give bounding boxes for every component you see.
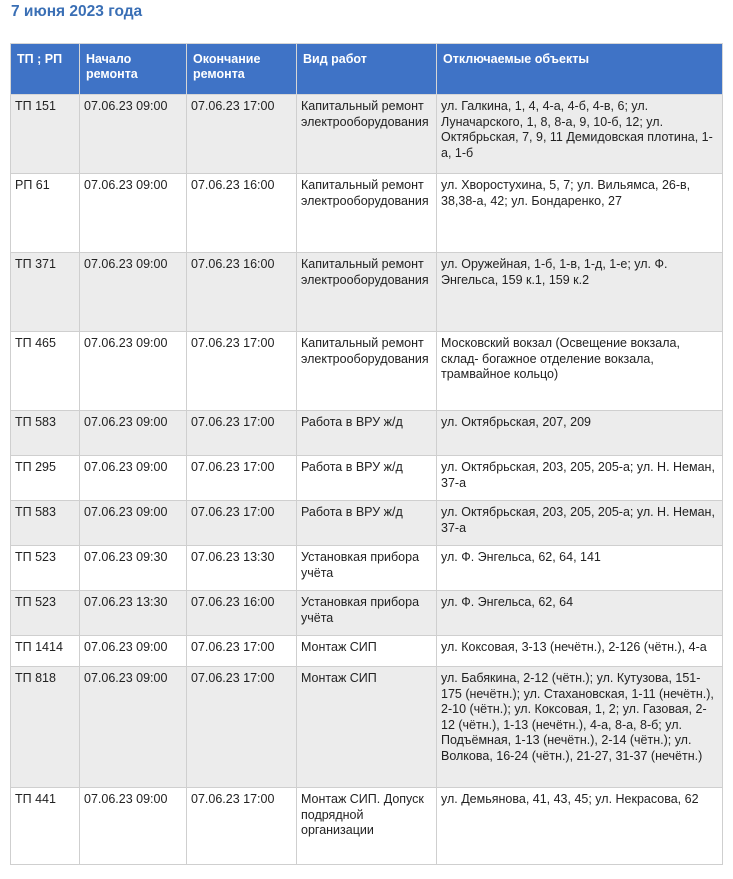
table-row (11, 501, 723, 546)
cell-end: 07.06.23 17:00 (187, 667, 297, 788)
table-row (11, 456, 723, 501)
cell-start: 07.06.23 09:00 (80, 411, 187, 456)
cell-end: 07.06.23 16:00 (187, 591, 297, 636)
cell-start: 07.06.23 09:00 (80, 95, 187, 174)
cell-tp: ТП 818 (11, 667, 80, 788)
cell-tp: ТП 583 (11, 501, 80, 546)
cell-tp: ТП 1414 (11, 636, 80, 667)
cell-tp: ТП 523 (11, 591, 80, 636)
table-row (11, 253, 723, 332)
cell-tp: ТП 523 (11, 546, 80, 591)
header-end: Окончание ремонта (187, 44, 297, 95)
table-header-row (11, 44, 723, 95)
cell-work: Монтаж СИП (297, 667, 437, 788)
page-title: 7 июня 2023 года (11, 3, 143, 20)
cell-start: 07.06.23 09:00 (80, 174, 187, 253)
cell-tp: ТП 441 (11, 788, 80, 865)
cell-objects: ул. Ф. Энгельса, 62, 64, 141 (437, 546, 723, 591)
cell-objects: ул. Хворостухина, 5, 7; ул. Вильямса, 26-в, 38,38-а, 42; ул. Бондаренко, 27 (437, 174, 723, 253)
cell-end: 07.06.23 17:00 (187, 456, 297, 501)
cell-tp: РП 61 (11, 174, 80, 253)
cell-end: 07.06.23 16:00 (187, 174, 297, 253)
header-objects: Отключаемые объекты (437, 44, 723, 95)
table-row (11, 174, 723, 253)
cell-work: Капитальный ремонт электрооборудования (297, 253, 437, 332)
table-row (11, 636, 723, 667)
cell-objects: Московский вокзал (Освещение вокзала, склад- богажное отделение вокзала, трамвайное кольцо) (437, 332, 723, 411)
table-row (11, 411, 723, 456)
cell-objects: ул. Демьянова, 41, 43, 45; ул. Некрасова, 62 (437, 788, 723, 865)
header-work: Вид работ (297, 44, 437, 95)
cell-end: 07.06.23 17:00 (187, 332, 297, 411)
cell-end: 07.06.23 13:30 (187, 546, 297, 591)
cell-objects: ул. Оружейная, 1-б, 1-в, 1-д, 1-е; ул. Ф. Энгельса, 159 к.1, 159 к.2 (437, 253, 723, 332)
cell-end: 07.06.23 17:00 (187, 788, 297, 865)
cell-end: 07.06.23 17:00 (187, 636, 297, 667)
cell-start: 07.06.23 13:30 (80, 591, 187, 636)
cell-work: Монтаж СИП (297, 636, 437, 667)
table-row (11, 667, 723, 788)
cell-work: Работа в ВРУ ж/д (297, 501, 437, 546)
cell-work: Установкая прибора учёта (297, 591, 437, 636)
cell-objects: ул. Ф. Энгельса, 62, 64 (437, 591, 723, 636)
outage-schedule-table (10, 43, 723, 865)
cell-start: 07.06.23 09:30 (80, 546, 187, 591)
cell-end: 07.06.23 16:00 (187, 253, 297, 332)
cell-start: 07.06.23 09:00 (80, 253, 187, 332)
table-row (11, 332, 723, 411)
cell-start: 07.06.23 09:00 (80, 456, 187, 501)
cell-work: Капитальный ремонт электрооборудования (297, 95, 437, 174)
table-row (11, 546, 723, 591)
cell-work: Работа в ВРУ ж/д (297, 456, 437, 501)
cell-objects: ул. Галкина, 1, 4, 4-а, 4-б, 4-в, 6; ул. Луначарского, 1, 8, 8-а, 9, 10-б, 12; ул. Октябрьская, 7, 9, 11 Демидовская плотина, 1-а, 1-б (437, 95, 723, 174)
cell-work: Капитальный ремонт электрооборудования (297, 332, 437, 411)
cell-start: 07.06.23 09:00 (80, 636, 187, 667)
cell-tp: ТП 465 (11, 332, 80, 411)
cell-end: 07.06.23 17:00 (187, 95, 297, 174)
cell-objects: ул. Бабякина, 2-12 (чётн.); ул. Кутузова, 151-175 (нечётн.); ул. Стахановская, 1-11 (нечётн.), 2-10 (чётн.); ул. Коксовая, 1, 2; ул. Газовая, 2-12 (чётн.), 1-13 (нечётн.), 4-а, 8-а, 8-б; ул. Подъёмная, 1-13 (нечётн.), 2-14 (чётн.); ул. Волкова, 16-24 (чётн.), 21-27, 31-37 (нечётн.) (437, 667, 723, 788)
cell-objects: ул. Октябрьская, 207, 209 (437, 411, 723, 456)
cell-tp: ТП 371 (11, 253, 80, 332)
cell-work: Работа в ВРУ ж/д (297, 411, 437, 456)
cell-objects: ул. Октябрьская, 203, 205, 205-а; ул. Н. Неман, 37-а (437, 456, 723, 501)
cell-start: 07.06.23 09:00 (80, 332, 187, 411)
cell-work: Капитальный ремонт электрооборудования (297, 174, 437, 253)
cell-start: 07.06.23 09:00 (80, 667, 187, 788)
cell-objects: ул. Октябрьская, 203, 205, 205-а; ул. Н. Неман, 37-а (437, 501, 723, 546)
cell-objects: ул. Коксовая, 3-13 (нечётн.), 2-126 (чётн.), 4-а (437, 636, 723, 667)
cell-work: Установкая прибора учёта (297, 546, 437, 591)
cell-tp: ТП 151 (11, 95, 80, 174)
cell-end: 07.06.23 17:00 (187, 501, 297, 546)
cell-tp: ТП 583 (11, 411, 80, 456)
header-tp: ТП ; РП (11, 44, 80, 95)
table-row (11, 95, 723, 174)
table-row (11, 788, 723, 865)
cell-work: Монтаж СИП. Допуск подрядной организации (297, 788, 437, 865)
header-start: Начало ремонта (80, 44, 187, 95)
table-row (11, 591, 723, 636)
cell-end: 07.06.23 17:00 (187, 411, 297, 456)
cell-start: 07.06.23 09:00 (80, 501, 187, 546)
cell-start: 07.06.23 09:00 (80, 788, 187, 865)
cell-tp: ТП 295 (11, 456, 80, 501)
